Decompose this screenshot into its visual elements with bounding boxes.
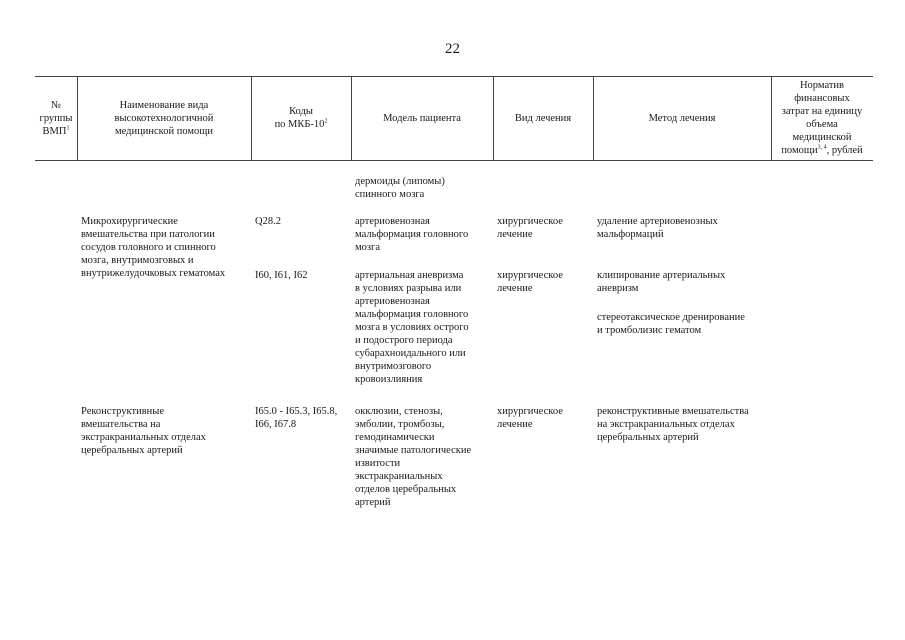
header-name [77,76,251,160]
service-name: Микрохирургические вмешательства при патологии сосудов головного и спинного мозга, внутримозговых и внутрижелудочковых гематомах [81,216,226,279]
treatment-type: хирургическое лечение [497,406,563,430]
treatment-method: стереотаксическое дренирование и тромболизис гематом [597,312,745,336]
treatment-type: хирургическое лечение [497,216,563,240]
treatment-method: реконструктивные вмешательства на экстракраниальных отделах церебральных артерий [597,406,749,443]
header-financial-norm-unit: , рублей [826,145,863,156]
continued-patient-model: дермоиды (липомы) спинного мозга [355,176,445,200]
header-patient-model [351,76,493,160]
header-patient-model-text: Модель пациента [383,112,461,124]
header-group-number [35,76,77,160]
header-treatment-method [593,76,771,160]
treatment-method: клипирование артериальных аневризм [597,270,726,294]
patient-model: окклюзии, стенозы, эмболии, тромбозы, гемодинамически значимые патологические извитости экстракраниальных отделов церебральных артерий [355,406,472,508]
treatment-method: удаление артериовенозных мальформаций [597,216,718,240]
patient-model: артериальная аневризма в условиях разрыва или артериовенозная мальформация головного мозга в условиях острого и подострого периода субарахноидального или внутримозгового кровоизлияния [355,270,469,385]
icd-codes: Q28.2 [255,216,281,227]
header-group-number-text: № группы ВМП [39,99,73,137]
header-codes-text: Коды по МКБ-10 [274,106,325,130]
icd-codes: I60, I61, I62 [255,270,308,281]
footnote-marker: 1 [66,125,70,131]
header-financial-norm [771,76,873,160]
icd-codes: I65.0 - I65.3, I65.8, I66, I67.8 [255,406,338,430]
header-name-text: Наименование вида высокотехнологичной медицинской помощи [114,99,214,137]
treatment-type: хирургическое лечение [497,270,563,294]
header-financial-norm-text: Норматив финансовых затрат на единицу объема медицинской помощи [781,80,863,156]
page-number: 22 [445,41,460,57]
header-treatment-method-text: Метод лечения [648,112,716,124]
header-treatment-type [493,76,593,160]
service-name: Реконструктивные вмешательства на экстракраниальных отделах церебральных артерий [81,406,206,456]
header-treatment-type-text: Вид лечения [514,112,572,124]
patient-model: артериовенозная мальформация головного мозга [355,216,469,253]
header-bottom-rule [35,160,873,161]
footnote-marker: 3, 4 [817,144,827,151]
footnote-marker: 2 [324,118,328,125]
header-codes [251,76,351,160]
